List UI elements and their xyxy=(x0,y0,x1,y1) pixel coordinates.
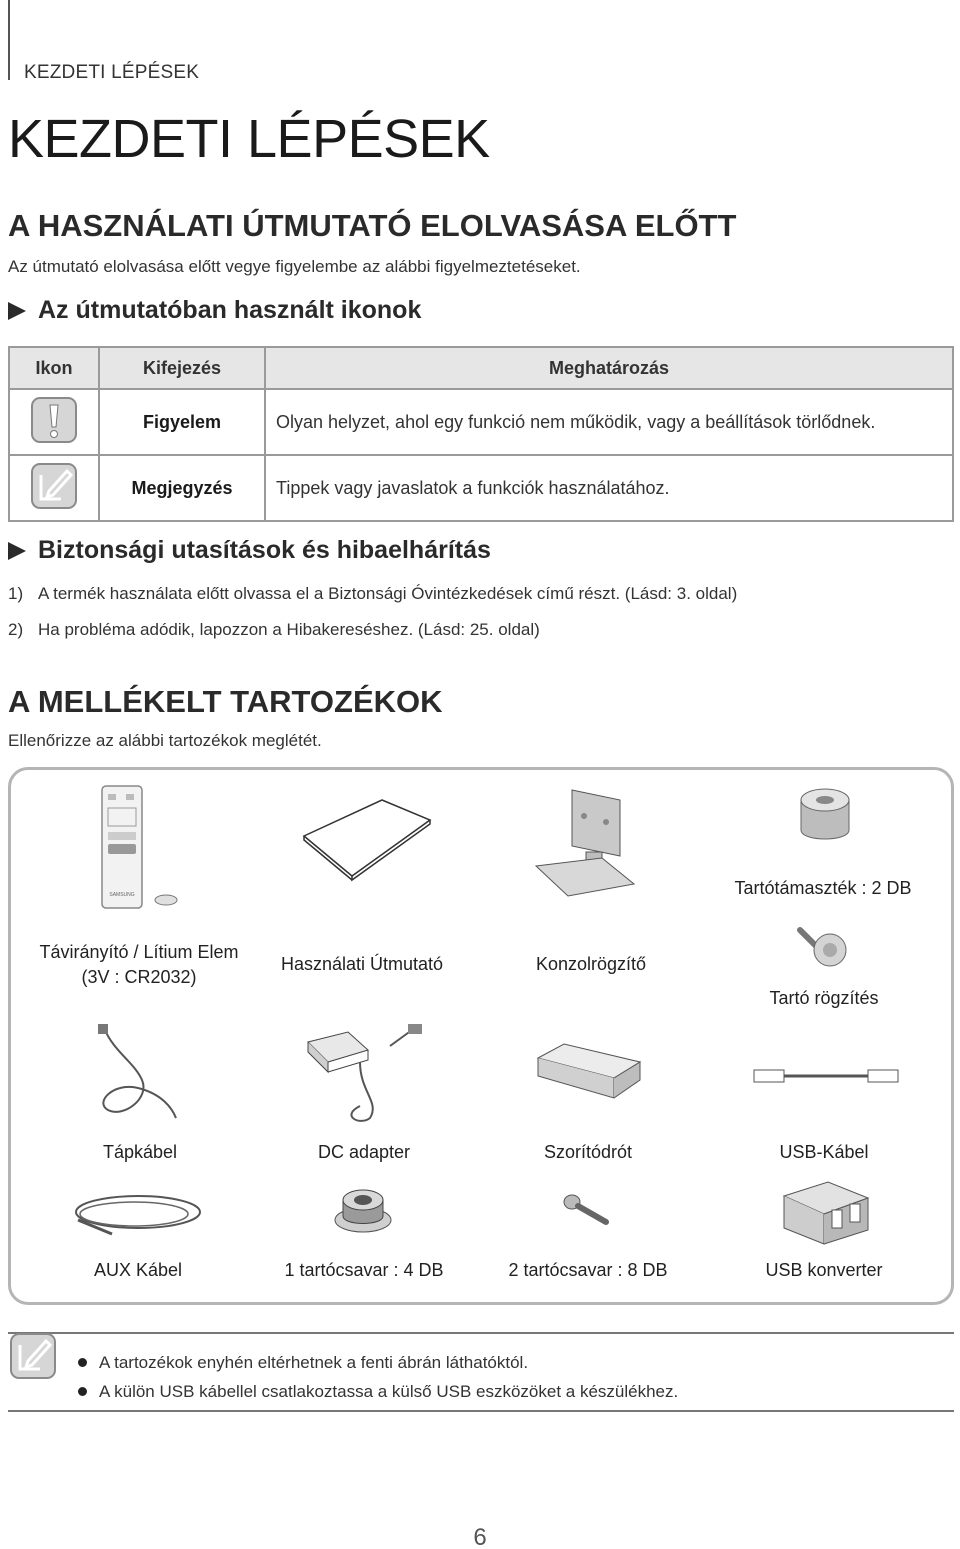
note-icon xyxy=(10,1333,56,1379)
definition-cell: Olyan helyzet, ahol egy funkció nem működik, vagy a beállítások törlődnek. xyxy=(265,389,953,455)
bracket-image xyxy=(532,786,638,904)
list-item xyxy=(8,584,737,620)
screw2-image xyxy=(562,1192,612,1226)
page-title: KEZDETI LÉPÉSEK xyxy=(8,109,490,169)
caution-icon xyxy=(31,397,77,443)
term-cell: Megjegyzés xyxy=(99,455,265,521)
table-header-row xyxy=(9,347,953,389)
table-row xyxy=(9,389,953,455)
section1-title: A HASZNÁLATI ÚTMUTATÓ ELOLVASÁSA ELŐTT xyxy=(8,208,737,243)
divider xyxy=(8,1410,954,1412)
list-number: 2) xyxy=(8,620,24,639)
holder-support-label: Tartótámaszték : 2 DB xyxy=(734,878,912,898)
arrow-icon xyxy=(8,302,26,320)
list-item xyxy=(78,1377,678,1406)
section2-title: A MELLÉKELT TARTOZÉKOK xyxy=(8,684,443,719)
bullet-icon xyxy=(78,1387,87,1396)
power-cable-label: Tápkábel xyxy=(102,1142,178,1162)
section2-intro: Ellenőrizze az alábbi tartozékok meglétét. xyxy=(8,731,322,750)
list-number: 1) xyxy=(8,584,24,603)
aux-cable-label: AUX Kábel xyxy=(93,1260,183,1280)
icon-cell xyxy=(9,455,99,521)
definition-cell: Tippek vagy javaslatok a funkciók használatához. xyxy=(265,455,953,521)
holder-fix-image xyxy=(796,922,852,970)
arrow-icon xyxy=(8,542,26,560)
icon-cell xyxy=(9,389,99,455)
remote-label: Távirányító / Lítium Elem (3V : CR2032) xyxy=(39,942,239,987)
section1-intro: Az útmutató elolvasása előtt vegye figyelembe az alábbi figyelmeztetéseket. xyxy=(8,257,581,276)
usb-converter-label: USB konverter xyxy=(765,1260,883,1280)
remote-brand: SAMSUNG xyxy=(109,892,135,898)
cable-clamp-label: Szorítódrót xyxy=(543,1142,633,1162)
safety-list xyxy=(8,584,737,656)
power-cable-image xyxy=(94,1022,184,1126)
aux-cable-image xyxy=(68,1186,206,1240)
header-kifejezes: Kifejezés xyxy=(99,347,265,389)
header-meghatarozas: Meghatározás xyxy=(265,347,953,389)
icons-table xyxy=(8,346,954,522)
manual-label: Használati Útmutató xyxy=(280,954,444,974)
dc-adapter-label: DC adapter xyxy=(317,1142,411,1162)
page-number: 6 xyxy=(473,1524,487,1549)
usb-cable-image xyxy=(752,1064,900,1088)
holder-fix-label: Tartó rögzítés xyxy=(769,988,879,1008)
running-head: KEZDETI LÉPÉSEK xyxy=(24,62,200,83)
table-row xyxy=(9,455,953,521)
screw1-label: 1 tartócsavar : 4 DB xyxy=(284,1260,444,1280)
list-item xyxy=(8,620,737,656)
header-ikon: Ikon xyxy=(9,347,99,389)
term-cell: Figyelem xyxy=(99,389,265,455)
screw2-label: 2 tartócsavar : 8 DB xyxy=(508,1260,668,1280)
note-icon xyxy=(31,463,77,509)
safety-heading xyxy=(8,536,491,565)
icons-heading-text: Az útmutatóban használt ikonok xyxy=(38,296,422,324)
usb-cable-label: USB-Kábel xyxy=(779,1142,869,1162)
safety-heading-text: Biztonsági utasítások és hibaelhárítás xyxy=(38,536,491,564)
note-text: A külön USB kábellel csatlakoztassa a külső USB eszközöket a készülékhez. xyxy=(99,1381,679,1401)
divider xyxy=(8,1332,954,1334)
usb-converter-image xyxy=(778,1176,874,1248)
list-item xyxy=(78,1348,678,1377)
icons-heading xyxy=(8,296,421,325)
remote-image xyxy=(96,782,186,912)
list-text: A termék használata előtt olvassa el a Biztonsági Óvintézkedések című részt. (Lásd: 3. oldal) xyxy=(38,584,738,603)
note-text: A tartozékok enyhén eltérhetnek a fenti ábrán láthatóktól. xyxy=(99,1352,529,1372)
bullet-icon xyxy=(78,1358,87,1367)
screw1-image xyxy=(330,1180,396,1238)
dc-adapter-image xyxy=(300,1022,432,1128)
manual-image xyxy=(300,796,434,882)
holder-support-image xyxy=(796,784,854,846)
bracket-label: Konzolrögzítő xyxy=(535,954,647,974)
list-text: Ha probléma adódik, lapozzon a Hibakereséshez. (Lásd: 25. oldal) xyxy=(38,620,540,639)
side-bar xyxy=(8,0,10,80)
cable-clamp-image xyxy=(534,1040,644,1106)
notes-list xyxy=(78,1348,678,1406)
